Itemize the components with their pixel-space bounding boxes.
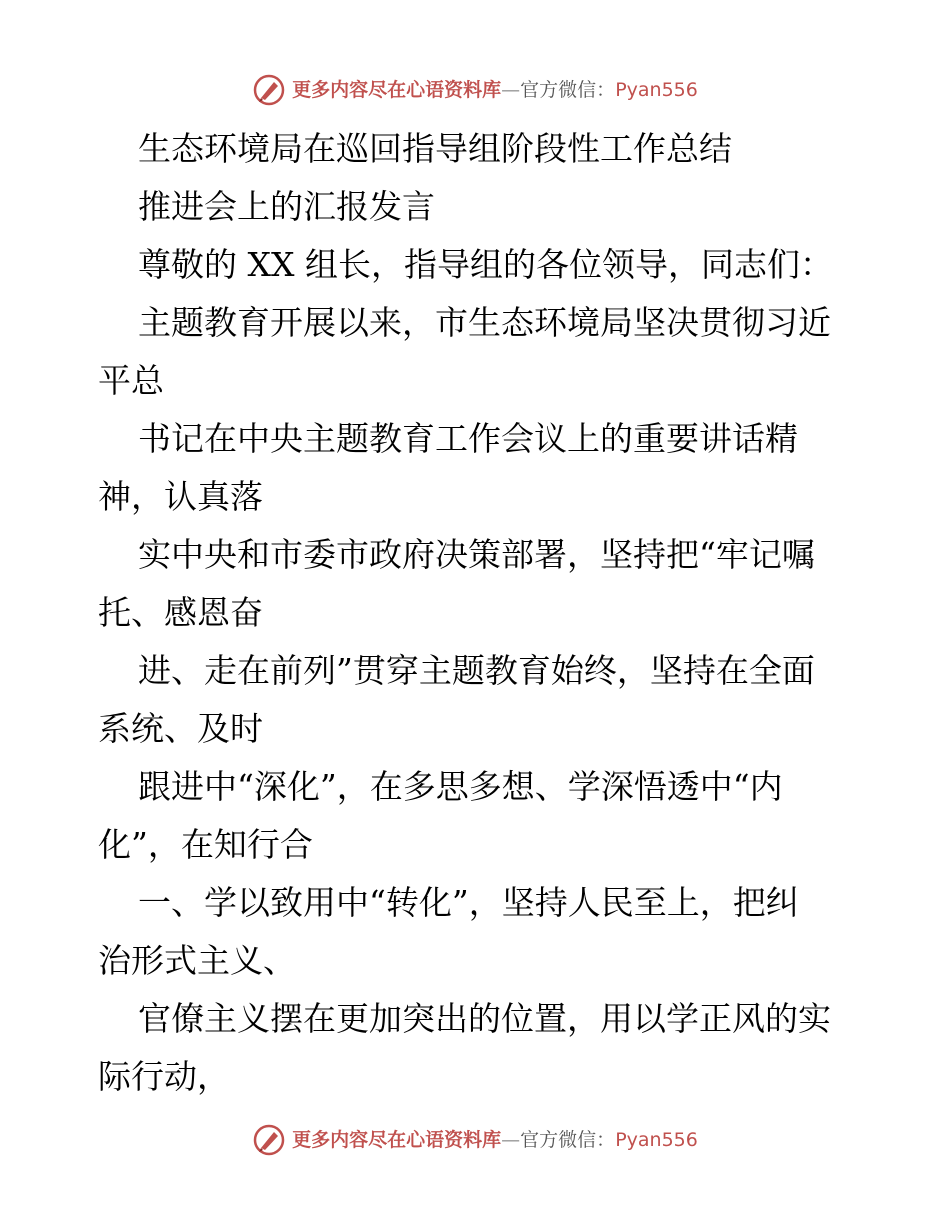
header-dash: — [501,79,521,101]
doc-line: 一、学以致用中“转化”，坚持人民至上，把纠 [138,883,799,922]
doc-line: 系统、及时 [98,709,263,748]
doc-line: 化”，在知行合 [98,825,313,864]
footer-brand: 更多内容尽在心语资料库 [292,1129,502,1151]
header-official: 官方微信： [520,79,616,101]
doc-line: 官僚主义摆在更加突出的位置，用以学正风的实 [138,999,831,1038]
doc-line: 主题教育开展以来，市生态环境局坚决贯彻习近 [138,303,831,342]
doc-line: 托、感恩奋 [98,593,263,632]
footer-official: 官方微信： [520,1129,616,1151]
footer-dash: — [501,1129,521,1151]
pen-logo-icon [252,1123,286,1157]
footer-text [292,1122,698,1158]
doc-line: 际行动， [98,1057,230,1096]
header-banner [0,72,950,108]
doc-title-line-1: 生态环境局在巡回指导组阶段性工作总结 [138,129,732,168]
pen-logo-icon [252,73,286,107]
doc-line: 进、走在前列”贯穿主题教育始终，坚持在全面 [138,651,815,690]
footer-banner [0,1122,950,1158]
doc-title-line-2: 推进会上的汇报发言 [138,187,435,226]
doc-line: 治形式主义、 [98,941,296,980]
document-body [98,120,858,1106]
header-wechat-id: Pyan556 [615,79,698,101]
footer-wechat-id: Pyan556 [615,1129,698,1151]
doc-line: 跟进中“深化”，在多思多想、学深悟透中“内 [138,767,783,806]
header-text [292,72,698,108]
doc-salutation: 尊敬的 XX 组长，指导组的各位领导，同志们： [138,245,833,284]
doc-line: 实中央和市委市政府决策部署，坚持把“牢记嘱 [138,535,815,574]
doc-line: 平总 [98,361,164,400]
doc-line: 书记在中央主题教育工作会议上的重要讲话精 [138,419,798,458]
header-brand: 更多内容尽在心语资料库 [292,79,502,101]
doc-line: 神，认真落 [98,477,263,516]
